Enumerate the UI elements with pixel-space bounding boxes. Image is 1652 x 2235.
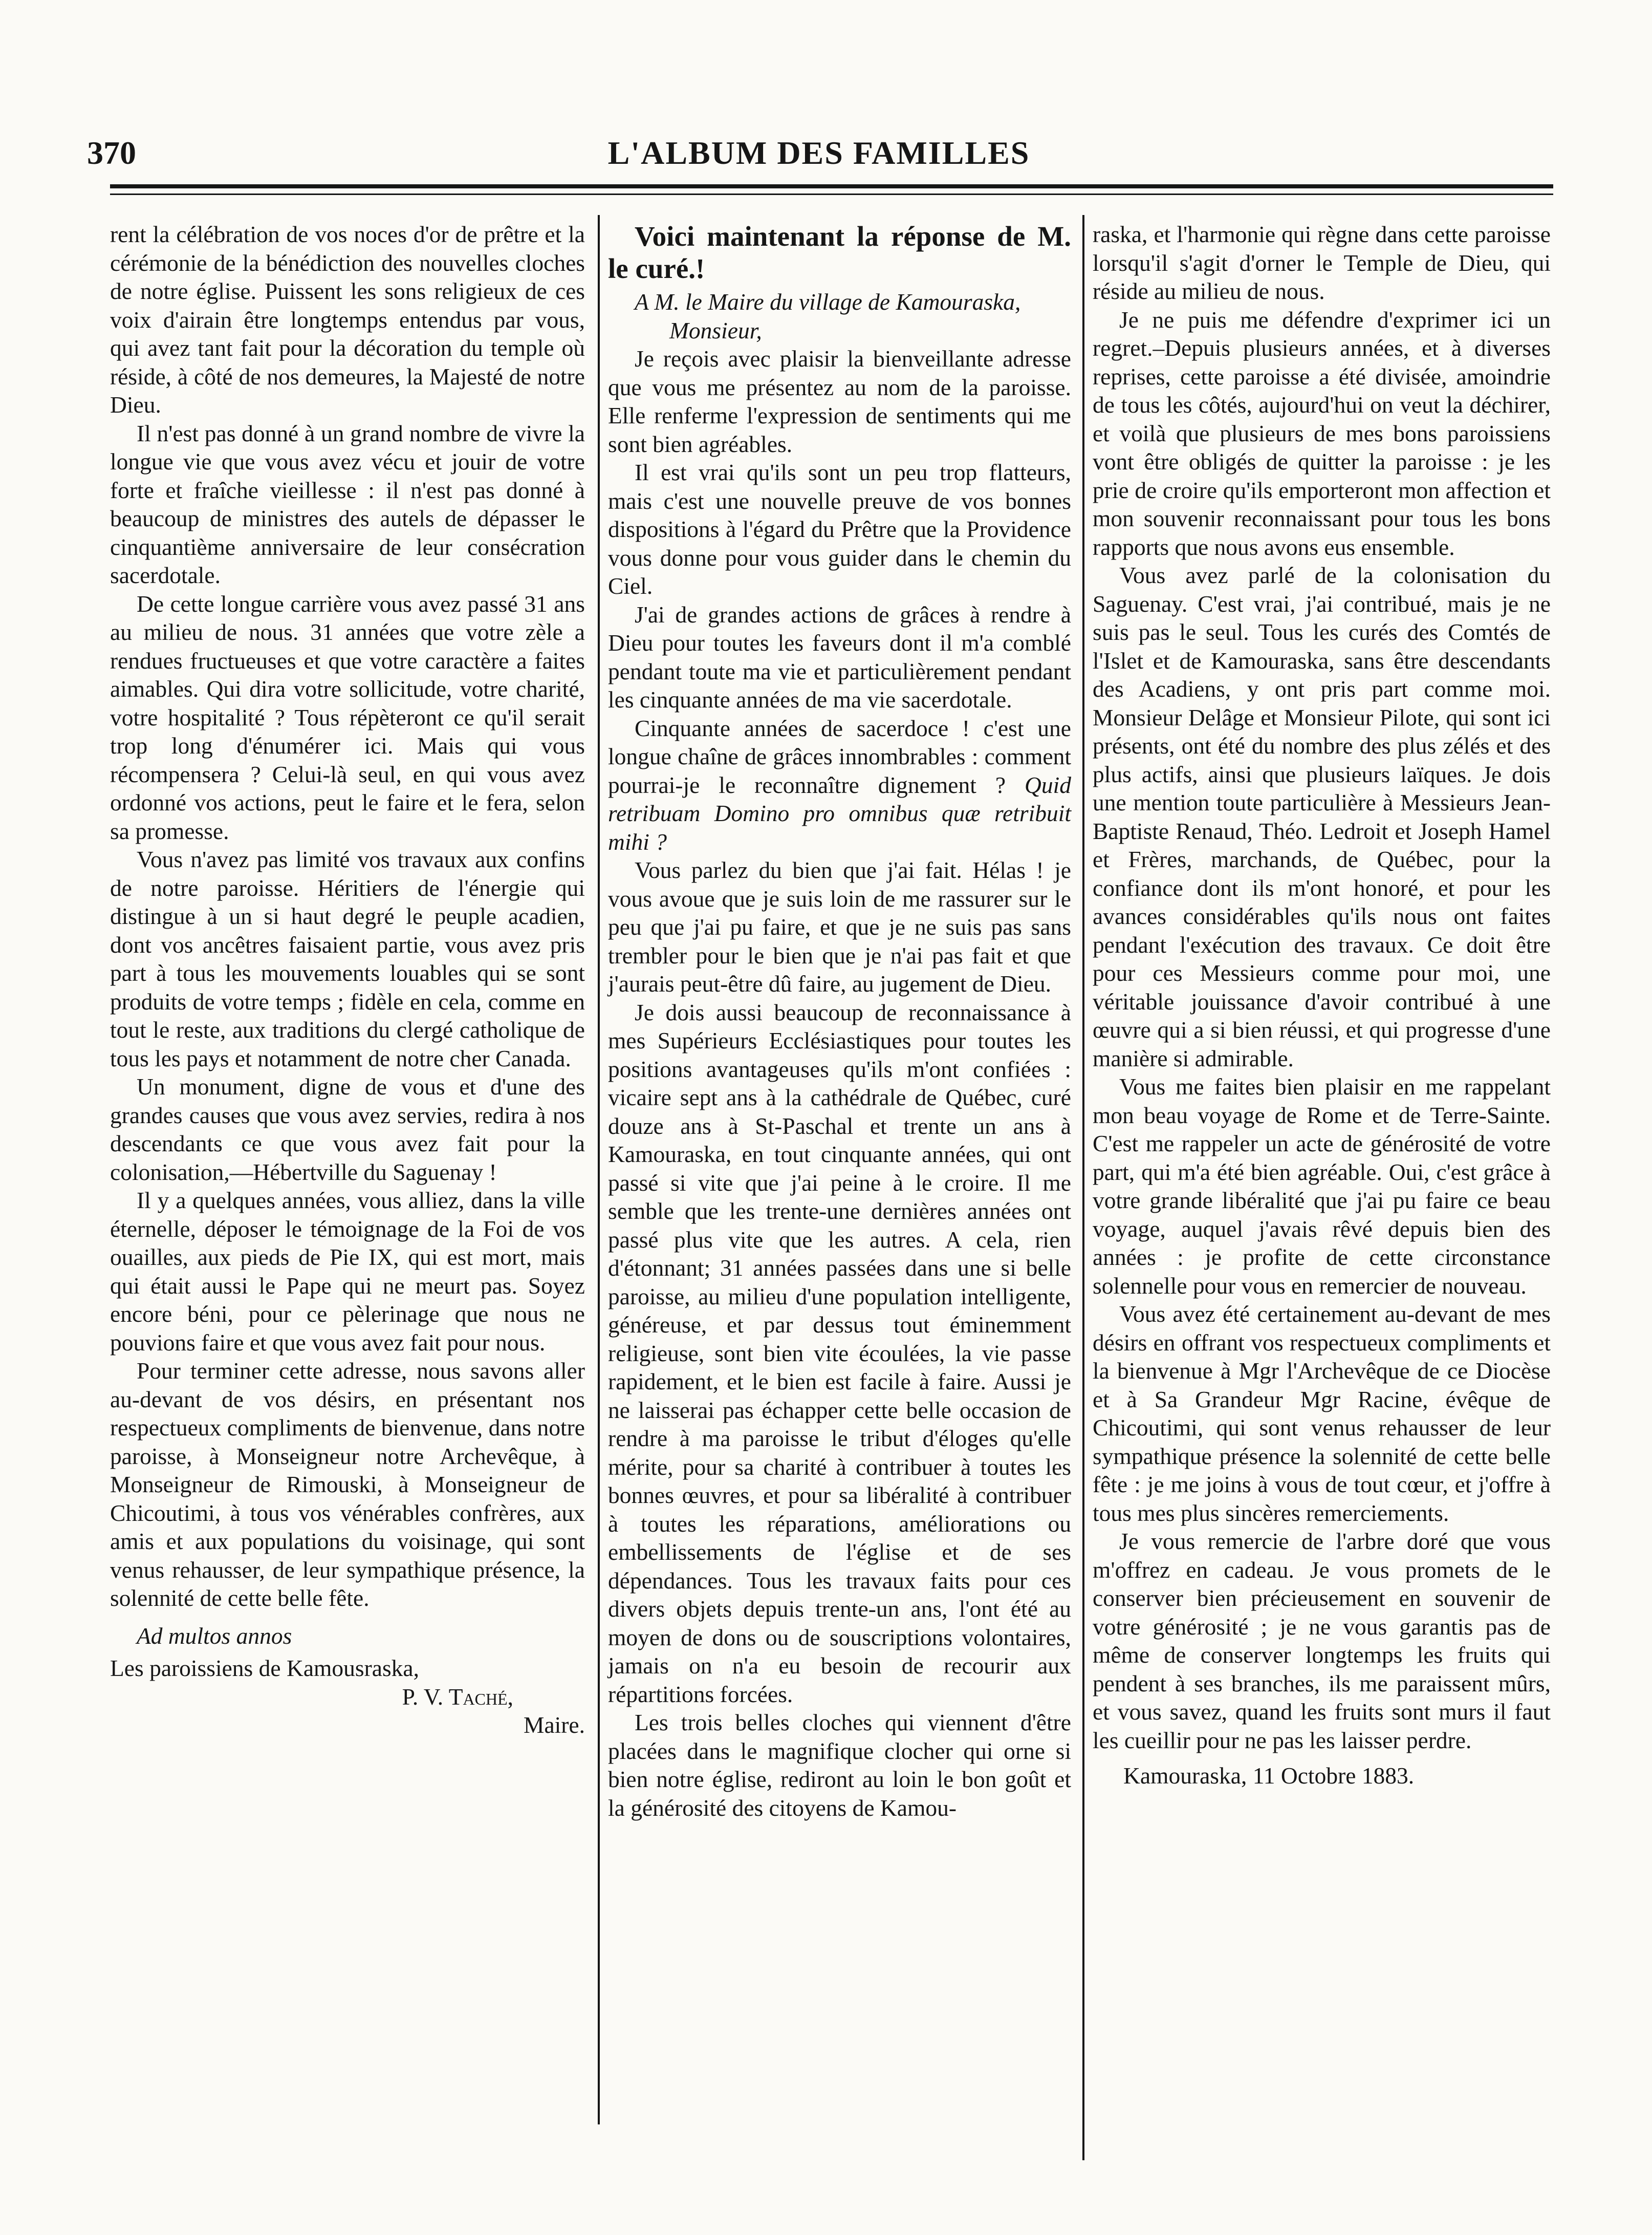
paragraph: Vous me faites bien plaisir en me rappelant mon beau voyage de Rome et de Terre-Sainte. C'est me rappeler un acte de générosité de votre part, qui m'a été bien agréable. Oui, c'est grâce à votre grande libéralité que j'ai pu faire ce beau voyage, auquel j'avais rêvé depuis bien des années : je profite de cette circonstance solennelle pour vous en remercier de nouveau. <box>1093 1073 1551 1299</box>
signature-name-text: P. V. Taché, <box>402 1683 513 1710</box>
column-3 <box>1093 220 1551 1790</box>
paragraph <box>608 714 1071 856</box>
dateline: Kamouraska, 11 Octobre 1883. <box>1123 1763 1415 1789</box>
paragraph: raska, et l'harmonie qui règne dans cette paroisse lorsqu'il s'agit d'orner le Temple de Dieu, qui réside au milieu de nous. <box>1093 221 1551 304</box>
latin-quote: Quid retribuam Domino pro omnibus quæ retribuit mihi ? <box>608 771 1072 855</box>
paragraph: De cette longue carrière vous avez passé 31 ans au milieu de nous. 31 années que votre zèle a rendues fructueuses et que votre caractère a faites aimables. Qui dira votre sollicitude, votre charité, votre hospitalité ? Tous répèteront ce qu'il serait trop long d'énumérer ici. Mais qui vous récompensera ? Celui-là seul, en qui vous avez ordonné vos actions, peut le faire et le fera, selon sa promesse. <box>110 590 585 844</box>
column-divider-left <box>598 215 600 2124</box>
paragraph: Je reçois avec plaisir la bienveillante adresse que vous me présentez au nom de la paroisse. Elle renferme l'expression de sentiments qui me sont bien agréables. <box>608 346 1071 457</box>
paragraph-text: Cinquante années de sacerdoce ! c'est une longue chaîne de grâces innombrables : comment pourrai-je le reconnaître dignement ? <box>608 715 1071 798</box>
closing-latin: Ad multos annos <box>137 1622 292 1649</box>
signature-line: Les paroissiens de Kamousraska, <box>110 1655 419 1681</box>
paragraph: Vous avez été certainement au-devant de mes désirs en offrant vos respectueux compliments et la bienvenue à Mgr l'Archevêque de ce Diocèse et à Sa Grandeur Mgr Racine, évêque de Chicoutimi, qui sont venus rehausser de leur sympathique présence la solennité de cette belle fête : je me joins à vous de tout cœur, et j'offre à tous mes plus sincères remerciements. <box>1093 1301 1551 1526</box>
paragraph: Les trois belles cloches qui viennent d'être placées dans le magnifique clocher qui orne si bien notre église, rediront au loin le bon goût et la générosité des citoyens de Kamou- <box>608 1709 1071 1821</box>
signature-title: Maire. <box>523 1712 585 1738</box>
header-rule-thick <box>110 184 1553 188</box>
running-title: L'ALBUM DES FAMILLES <box>607 135 1030 171</box>
page-number: 370 <box>87 135 136 171</box>
letter-address: A M. le Maire du village de Kamouraska, <box>635 289 1021 315</box>
paragraph: Vous parlez du bien que j'ai fait. Hélas ! je vous avoue que je suis loin de me rassurer sur le peu que j'ai pu faire, et que je ne suis pas sans trembler pour le bien que je n'ai pas fait et que j'aurais peut-être dû faire, au jugement de Dieu. <box>608 857 1071 997</box>
paragraph: J'ai de grandes actions de grâces à rendre à Dieu pour toutes les faveurs dont il m'a comblé pendant toute ma vie et particulièrement pendant les cinquante années de ma vie sacerdotale. <box>608 601 1071 713</box>
header-rule-thin <box>110 194 1553 195</box>
paragraph: Il est vrai qu'ils sont un peu trop flatteurs, mais c'est une nouvelle preuve de vos bonnes dispositions à l'égard du Prêtre que la Providence vous donne pour vous guider dans le chemin du Ciel. <box>608 459 1071 599</box>
paragraph: rent la célébration de vos noces d'or de prêtre et la cérémonie de la bénédiction des nouvelles cloches de notre église. Puissent les sons religieux de ces voix d'airain être longtemps entendus par vous, qui avez tant fait pour la décoration du temple où réside, à côté de nos demeures, la Majesté de notre Dieu. <box>110 221 585 418</box>
paragraph: Il y a quelques années, vous alliez, dans la ville éternelle, déposer le témoignage de la Foi de vos ouailles, aux pieds de Pie IX, qui est mort, mais qui était aussi le Pape qui ne meurt pas. Soyez encore béni, pour ce pèlerinage que nous ne pouvions faire et que vous avez fait pour nous. <box>110 1187 585 1356</box>
page-header <box>87 134 1551 180</box>
paragraph: Je ne puis me défendre d'exprimer ici un regret.–Depuis plusieurs années, et à diverses reprises, cette paroisse a été divisée, amoindrie de tous les côtés, aujourd'hui on veut la déchirer, et voilà que plusieurs de mes bons paroissiens vont être obligés de quitter la paroisse : je les prie de croire qu'ils emporteront mon affection et mon souvenir reconnaissant pour tous les bons rapports que nous avons eus ensemble. <box>1093 306 1551 560</box>
section-intro: Voici maintenant la réponse de M. le curé.! <box>608 221 1071 284</box>
paragraph: Vous n'avez pas limité vos travaux aux confins de notre paroisse. Héritiers de l'énergie qui distingue à un si haut degré le peuple acadien, dont vos ancêtres faisaient partie, vous avez pris part à tous les mouvements louables qui se sont produits de votre temps ; fidèle en cela, comme en tout le reste, aux traditions du clergé catholique de tous les pays et notamment de notre cher Canada. <box>110 846 585 1071</box>
signature-name <box>110 1683 585 1711</box>
paragraph: Je vous remercie de l'arbre doré que vous m'offrez en cadeau. Je vous promets de le conserver bien précieusement en souvenir de votre générosité ; je ne vous garantis pas de même de conserver longtemps les fruits qui pendent à ses branches, ils me paraissent mûrs, et vous savez, quand les fruits sont murs il faut les cueillir pour ne pas les laisser perdre. <box>1093 1528 1551 1753</box>
column-2 <box>608 220 1071 1822</box>
column-divider-right <box>1082 215 1084 2160</box>
letter-salutation: Monsieur, <box>669 317 762 343</box>
paragraph: Pour terminer cette adresse, nous savons aller au-devant de vos désirs, en présentant nos respectueux compliments de bienvenue, dans notre paroisse, à Monseigneur notre Archevêque, à Monseigneur de Rimouski, à Monseigneur de Chicoutimi, à tous vos vénérables confrères, aux amis et aux populations du voisinage, qui sont venus rehausser, de leur sympathique présence, la solennité de cette belle fête. <box>110 1358 585 1611</box>
paragraph: Vous avez parlé de la colonisation du Saguenay. C'est vrai, j'ai contribué, mais je ne suis pas le seul. Tous les curés des Comtés de l'Islet et de Kamouraska, sans être descendants des Acadiens, y ont pris part comme moi. Monsieur Delâge et Monsieur Pilote, qui sont ici présents, ont été du nombre des plus zélés et des plus actifs, ainsi que plusieurs laïques. Je dois une mention toute particulière à Messieurs Jean-Baptiste Renaud, Théo. Ledroit et Joseph Hamel et Frères, marchands, de Québec, pour la confiance dont ils m'ont honoré, et pour les avances considérables qu'ils nous ont faites pendant l'exécution des travaux. Ce doit être pour ces Messieurs comme pour moi, une véritable jouissance d'avoir contribué à une œuvre qui a si bien réussi, et qui progresse d'une manière si admirable. <box>1093 562 1551 1071</box>
paragraph: Je dois aussi beaucoup de reconnaissance à mes Supérieurs Ecclésiastiques pour toutes les positions avantageuses qu'ils m'ont confiées : vicaire sept ans à la cathédrale de Québec, curé douze ans à St-Paschal et trente un ans à Kamouraska, en tout cinquante années, qui ont passé si vite que j'ai peine à le croire. Il me semble que les trente-une dernières années ont passé plus vite que les autres. A cela, rien d'étonnant; 31 années passées dans une si belle paroisse, au milieu d'une population intelligente, généreuse, et par dessus tout éminemment religieuse, sont bien vite écoulées, la vie passe rapidement, et le bien est facile à faire. Aussi je ne laisserai pas échapper cette belle occasion de rendre à ma paroisse le tribut d'éloges qu'elle mérite, pour sa charité à contribuer à toutes les bonnes œuvres, et pour sa libéralité à contribuer à toutes les réparations, améliorations ou embellissements de l'église et de ses dépendances. Tous les travaux faits pour ces divers objets depuis trente-un ans, l'ont été au moyen de dons ou de souscriptions volontaires, jamais on n'a eu besoin de recourir aux répartitions forcées. <box>608 999 1071 1707</box>
paragraph: Un monument, digne de vous et d'une des grandes causes que vous avez servies, redira à nos descendants ce que vous avez fait pour la colonisation,—Hébertville du Saguenay ! <box>110 1073 585 1185</box>
column-1 <box>110 220 585 1739</box>
paragraph: Il n'est pas donné à un grand nombre de vivre la longue vie que vous avez vécu et jouir de votre forte et fraîche vieillesse : il n'est pas donné à beaucoup de ministres des autels de dépasser le cinquantième anniversaire de leur consécration sacerdotale. <box>110 420 585 588</box>
